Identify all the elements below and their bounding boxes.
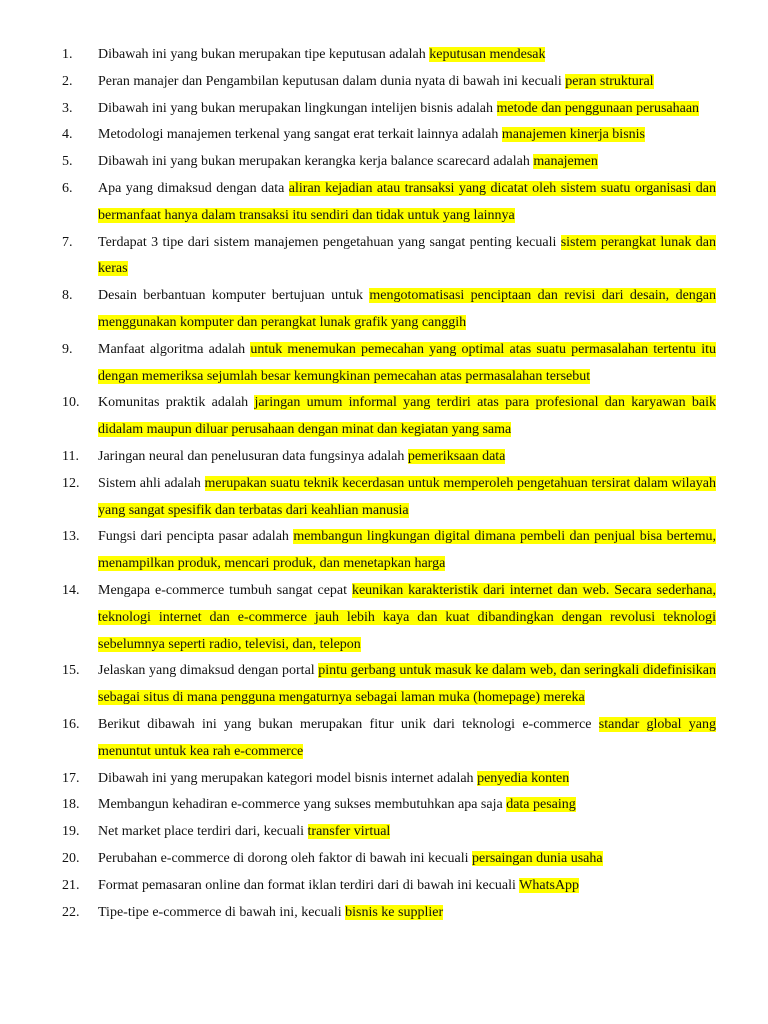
highlighted-answer: data pesaing <box>506 797 576 813</box>
question-text: Perubahan e-commerce di dorong oleh faktor di bawah ini kecuali <box>98 850 472 866</box>
highlighted-answer: untuk menemukan pemecahan yang optimal atas suatu permasalahan tertentu itu dengan memeriksa sejumlah besar kemungkinan pemecahan atas permasalahan tersebut <box>98 341 717 384</box>
item-text <box>98 149 716 176</box>
item-text <box>98 873 716 900</box>
highlighted-answer: pemeriksaan data <box>407 448 506 464</box>
list-item <box>62 337 716 391</box>
highlighted-answer: aliran kejadian atau transaksi yang dicatat oleh sistem suatu organisasi dan bermanfaat hanya dalam transaksi itu sendiri dan tidak untuk yang lainnya <box>98 180 716 223</box>
question-text: Terdapat 3 tipe dari sistem manajemen pengetahuan yang sangat penting kecuali <box>98 234 561 250</box>
list-item <box>62 390 716 444</box>
highlighted-answer: standar global yang menuntut untuk kea rah e-commerce <box>98 716 717 759</box>
question-text: Tipe-tipe e-commerce di bawah ini, kecuali <box>98 904 346 920</box>
item-text <box>98 176 716 230</box>
question-text: Komunitas praktik adalah <box>98 395 255 411</box>
item-number: 4. <box>62 127 73 143</box>
highlighted-answer: merupakan suatu teknik kecerdasan untuk memperoleh pengetahuan tersirat dalam wilayah yang sangat spesifik dan terbatas dari keahlian manusia <box>98 475 716 518</box>
highlighted-answer: mengotomatisasi penciptaan dan revisi dari desain, dengan menggunakan komputer dan perangkat lunak grafik yang canggih <box>98 288 716 330</box>
highlighted-answer: bisnis ke supplier <box>345 904 444 920</box>
highlighted-answer: membangun lingkungan digital dimana pembeli dan penjual bisa bertemu, menampilkan produk, mencari produk, dan menetapkan harga <box>98 529 716 572</box>
list-item <box>62 69 716 96</box>
highlighted-answer: transfer virtual <box>307 824 391 840</box>
item-number: 14. <box>62 582 80 598</box>
item-number: 8. <box>62 288 73 304</box>
highlighted-answer: peran struktural <box>565 73 654 89</box>
list-item <box>62 524 716 578</box>
list-item <box>62 578 716 658</box>
question-text: Net market place terdiri dari, kecuali <box>98 824 308 840</box>
item-text <box>98 819 716 846</box>
highlighted-answer: pintu gerbang untuk masuk ke dalam web, dan seringkali didefinisikan sebagai situs di mana pengguna mengaturnya sebagai laman muka (homepage) mereka <box>98 663 716 706</box>
question-list <box>62 42 716 926</box>
item-number: 9. <box>62 341 73 357</box>
item-number: 21. <box>62 877 80 893</box>
item-text <box>98 42 716 69</box>
item-number: 2. <box>62 73 73 89</box>
item-text <box>98 390 716 444</box>
highlighted-answer: manajemen kinerja bisnis <box>501 127 645 143</box>
item-text <box>98 846 716 873</box>
item-text <box>98 712 716 766</box>
list-item <box>62 792 716 819</box>
item-number: 11. <box>62 448 79 464</box>
question-text: Dibawah ini yang bukan merupakan lingkungan intelijen bisnis adalah <box>98 100 497 116</box>
item-number: 19. <box>62 824 80 840</box>
list-item <box>62 176 716 230</box>
question-text: Mengapa e-commerce tumbuh sangat cepat <box>98 582 352 598</box>
item-text <box>98 658 716 712</box>
list-item <box>62 712 716 766</box>
item-number: 7. <box>62 234 73 250</box>
highlighted-answer: keputusan mendesak <box>429 47 546 62</box>
question-text: Dibawah ini yang bukan merupakan tipe keputusan adalah <box>98 47 430 62</box>
list-item <box>62 42 716 69</box>
highlighted-answer: WhatsApp <box>519 877 580 893</box>
highlighted-answer: sistem perangkat lunak dan keras <box>98 234 717 277</box>
item-number: 5. <box>62 154 73 170</box>
item-text <box>98 444 716 471</box>
question-text: Berikut dibawah ini yang bukan merupakan fitur unik dari teknologi e-commerce <box>98 716 599 732</box>
highlighted-answer: jaringan umum informal yang terdiri atas para profesional dan karyawan baik didalam maupun diluar perusahaan dengan minat dan kegiatan yang sama <box>98 395 717 438</box>
item-text <box>98 69 716 96</box>
list-item <box>62 149 716 176</box>
item-number: 16. <box>62 716 80 732</box>
item-text <box>98 283 716 337</box>
item-number: 22. <box>62 904 80 920</box>
question-text: Metodologi manajemen terkenal yang sangat erat terkait lainnya adalah <box>98 127 502 143</box>
item-number: 6. <box>62 180 73 196</box>
item-text <box>98 578 716 658</box>
question-text: Manfaat algoritma adalah <box>98 341 251 357</box>
item-text <box>98 337 716 391</box>
list-item <box>62 122 716 149</box>
list-item <box>62 471 716 525</box>
item-text <box>98 766 716 793</box>
question-text: Fungsi dari pencipta pasar adalah <box>98 529 294 545</box>
item-text <box>98 524 716 578</box>
list-item <box>62 766 716 793</box>
list-item <box>62 283 716 337</box>
item-number: 10. <box>62 395 80 411</box>
item-number: 1. <box>62 47 73 62</box>
item-text <box>98 230 716 284</box>
item-number: 18. <box>62 797 80 813</box>
item-number: 15. <box>62 663 80 679</box>
list-item <box>62 658 716 712</box>
question-text: Format pemasaran online dan format iklan terdiri dari di bawah ini kecuali <box>98 877 520 893</box>
list-item <box>62 96 716 123</box>
question-text: Membangun kehadiran e-commerce yang sukses membutuhkan apa saja <box>98 797 507 813</box>
item-text <box>98 471 716 525</box>
list-item <box>62 846 716 873</box>
list-item <box>62 900 716 927</box>
question-text: Apa yang dimaksud dengan data <box>98 180 289 196</box>
question-text: Desain berbantuan komputer bertujuan untuk <box>98 288 370 304</box>
list-item <box>62 230 716 284</box>
highlighted-answer: keunikan karakteristik dari internet dan web. Secara sederhana, teknologi internet dan e-commerce jauh lebih kaya dan kuat dibandingkan dengan revolusi teknologi sebelumnya seperti radio, televisi, dan, telepon <box>98 582 716 652</box>
item-number: 17. <box>62 770 80 786</box>
list-item <box>62 873 716 900</box>
question-text: Dibawah ini yang bukan merupakan kerangka kerja balance scarecard adalah <box>98 154 534 170</box>
highlighted-answer: metode dan penggunaan perusahaan <box>496 100 700 116</box>
item-number: 3. <box>62 100 73 116</box>
highlighted-answer: manajemen <box>533 154 598 170</box>
item-number: 12. <box>62 475 80 491</box>
highlighted-answer: penyedia konten <box>477 770 570 786</box>
item-text <box>98 900 716 927</box>
list-item <box>62 819 716 846</box>
item-text <box>98 122 716 149</box>
question-text: Jaringan neural dan penelusuran data fungsinya adalah <box>98 448 408 464</box>
list-item <box>62 444 716 471</box>
highlighted-answer: persaingan dunia usaha <box>471 850 603 866</box>
item-text <box>98 96 716 123</box>
item-number: 13. <box>62 529 80 545</box>
question-text: Sistem ahli adalah <box>98 475 205 491</box>
item-number: 20. <box>62 850 80 866</box>
question-text: Jelaskan yang dimaksud dengan portal <box>98 663 319 679</box>
item-text <box>98 792 716 819</box>
question-text: Dibawah ini yang merupakan kategori model bisnis internet adalah <box>98 770 478 786</box>
question-text: Peran manajer dan Pengambilan keputusan dalam dunia nyata di bawah ini kecuali <box>98 73 566 89</box>
